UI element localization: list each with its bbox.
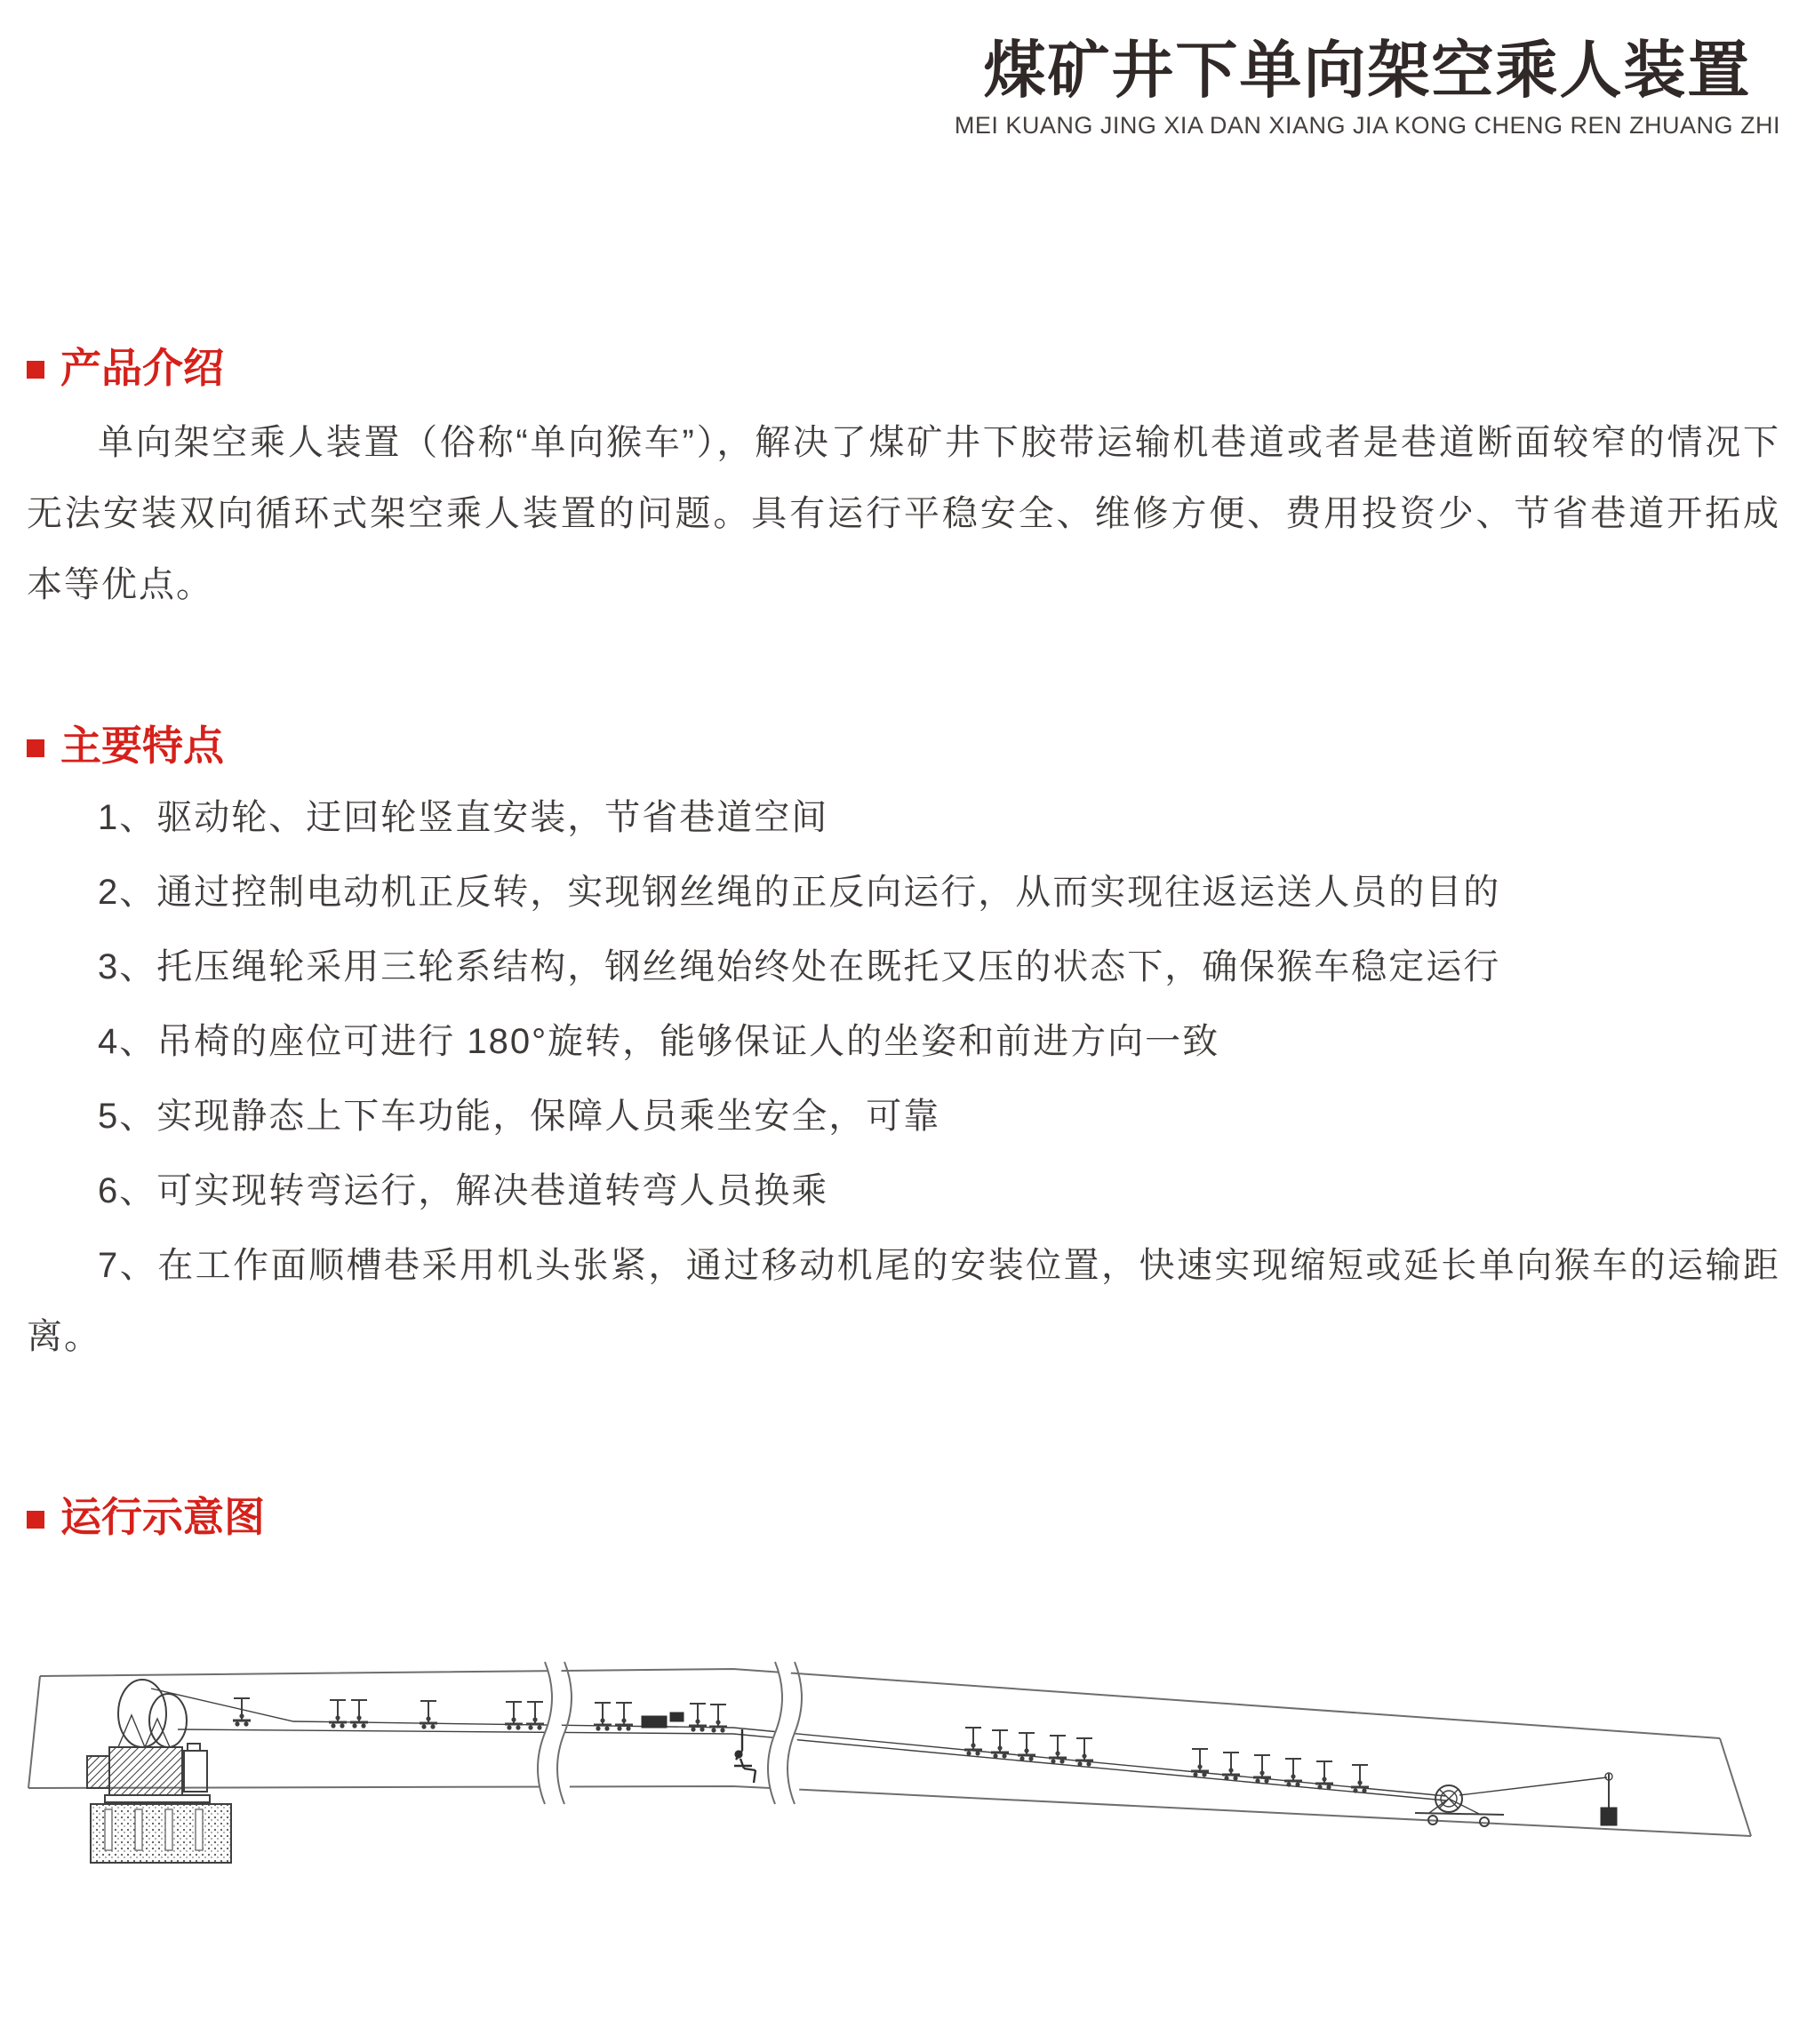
red-square-bullet [27, 739, 44, 757]
operation-diagram-container [27, 1648, 1780, 1870]
features-list [27, 782, 1780, 1372]
rider-figure [734, 1729, 756, 1783]
feature-item: 5、实现静态上下车功能，保障人员乘坐安全，可靠 [98, 1097, 941, 1137]
page-header [27, 0, 1780, 140]
red-square-bullet [27, 1511, 44, 1529]
feature-item: 2、通过控制电动机正反转，实现钢丝绳的正反向运行，从而实现往返运送人员的目的 [98, 873, 1501, 913]
tunnel-outline [28, 1669, 1751, 1836]
page-title: 煤矿井下单向架空乘人装置 [983, 36, 1752, 105]
section-heading-features [27, 720, 1780, 773]
feature-item: 1、驱动轮、迂回轮竖直安装，节省巷道空间 [98, 798, 829, 838]
section-heading-features-label: 主要特点 [60, 723, 224, 770]
section-heading-diagram [27, 1491, 1780, 1545]
section-heading-diagram-label: 运行示意图 [60, 1494, 265, 1541]
feature-item: 3、托压绳轮采用三轮系结构，钢丝绳始终处在既托又压的状态下，确保猴车稳定运行 [98, 947, 1501, 987]
feature-item: 6、可实现转弯运行，解决巷道转弯人员换乘 [98, 1171, 829, 1211]
feature-item: 4、吊椅的座位可进行 180°旋转，能够保证人的坐姿和前进方向一致 [98, 1022, 1220, 1062]
red-square-bullet [27, 361, 44, 379]
drive-station [87, 1680, 231, 1863]
rope-device-box [642, 1713, 684, 1728]
section-heading-intro [27, 342, 1780, 395]
feature-item: 7、在工作面顺槽巷采用机头张紧，通过移动机尾的安装位置，快速实现缩短或延长单向猴车的运输距离。 [27, 1246, 1780, 1357]
intro-paragraph: 单向架空乘人装置（俗称“单向猴车”），解决了煤矿井下胶带运输机巷道或者是巷道断面较窄的情况下无法安装双向循环式架空乘人装置的问题。具有运行平稳安全、维修方便、费用投资少、节省巷道开拓成本等优点。 [27, 423, 1780, 605]
page-subtitle: MEI KUANG JING XIA DAN XIANG JIA KONG CHENG REN ZHUANG ZHI [954, 111, 1780, 139]
section-heading-intro-label: 产品介绍 [60, 344, 224, 391]
operation-diagram [27, 1648, 1760, 1870]
